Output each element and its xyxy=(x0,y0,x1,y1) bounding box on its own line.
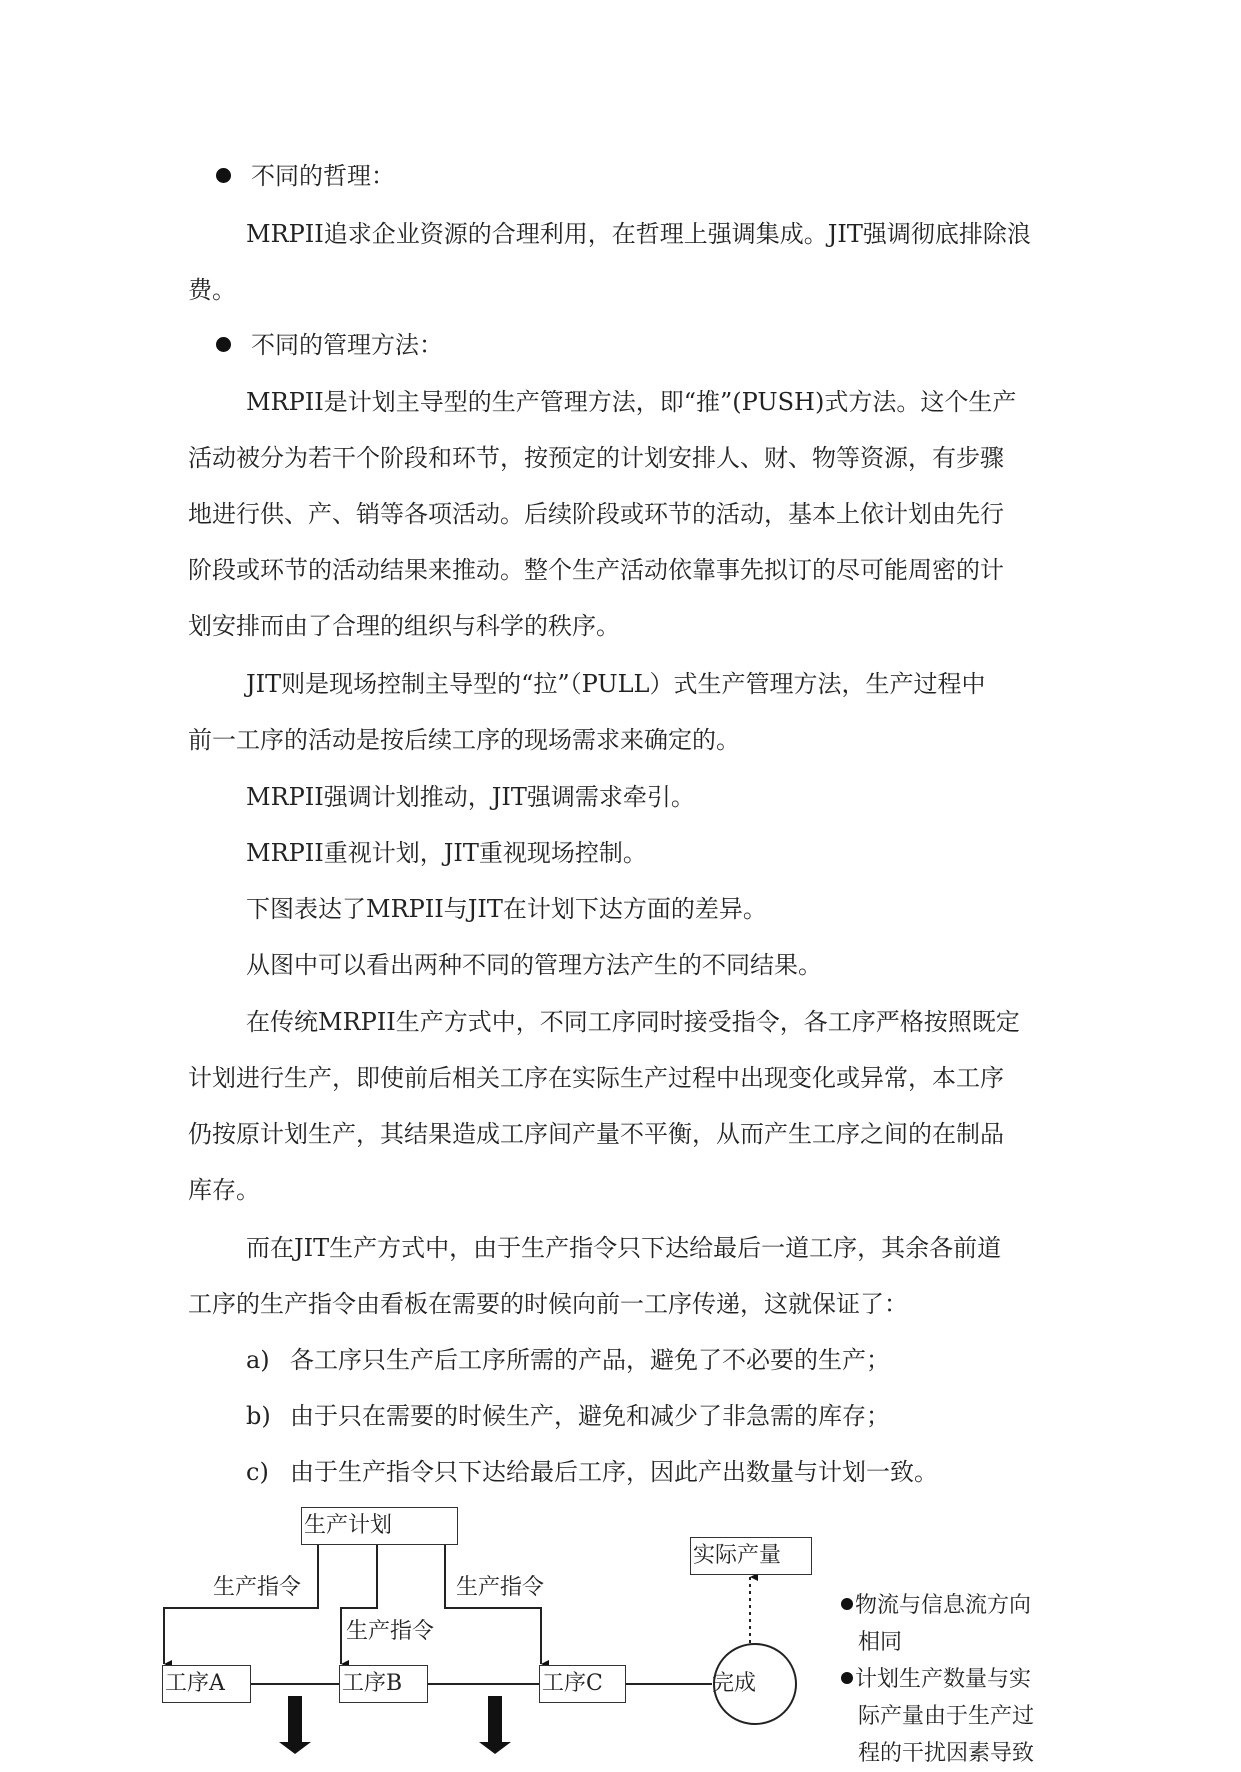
paragraph-line: 而在JIT生产方式中，由于生产指令只下达给最后一道工序，其余各前道 xyxy=(246,1234,1002,1262)
complete-label: 完成 xyxy=(712,1671,757,1696)
note-line: 际产量由于生产过 xyxy=(858,1704,1035,1729)
actual-output-box: 实际产量 xyxy=(690,1537,812,1575)
inventory-arrow-left xyxy=(288,1696,302,1746)
process-c-box: 工序C xyxy=(539,1665,626,1703)
paragraph-line: 从图中可以看出两种不同的管理方法产生的不同结果。 xyxy=(246,951,822,979)
instruction-label-left: 生产指令 xyxy=(213,1575,302,1600)
list-marker: c) xyxy=(246,1458,269,1486)
note-line: 物流与信息流方向 xyxy=(855,1593,1032,1618)
note-line: 程的干扰因素导致 xyxy=(858,1741,1035,1766)
instruction-line-right xyxy=(445,1544,541,1664)
philosophy-heading: 不同的哲理： xyxy=(251,162,395,190)
list-marker: a) xyxy=(246,1346,270,1374)
method-heading: 不同的管理方法： xyxy=(251,331,443,359)
instruction-line-left xyxy=(164,1544,318,1664)
paragraph-line: 库存。 xyxy=(188,1176,260,1204)
list-text: 由于生产指令只下达给最后工序，因此产出数量与计划一致。 xyxy=(290,1458,938,1486)
note-2 xyxy=(841,1661,1034,1772)
instruction-label-right: 生产指令 xyxy=(456,1575,545,1600)
paragraph-line: 前一工序的活动是按后续工序的现场需求来确定的。 xyxy=(188,726,740,754)
paragraph-line: JIT则是现场控制主导型的“拉”（PULL）式生产管理方法，生产过程中 xyxy=(246,670,986,698)
paragraph-line: 计划进行生产，即使前后相关工序在实际生产过程中出现变化或异常，本工序 xyxy=(188,1064,1004,1092)
process-a-box: 工序A xyxy=(162,1665,251,1703)
paragraph-line: MRPII重视计划，JIT重视现场控制。 xyxy=(246,839,647,867)
production-plan-box: 生产计划 xyxy=(301,1507,458,1545)
paragraph-line: 阶段或环节的活动结果来推动。整个生产活动依靠事先拟订的尽可能周密的计 xyxy=(188,556,1004,584)
paragraph-line: MRPII强调计划推动，JIT强调需求牵引。 xyxy=(246,783,695,811)
note-1 xyxy=(841,1587,1031,1661)
note-line: 相同 xyxy=(858,1630,903,1655)
note-bullet-icon xyxy=(841,1672,853,1684)
list-marker: b) xyxy=(246,1402,271,1430)
list-text: 由于只在需要的时候生产，避免和减少了非急需的库存； xyxy=(290,1402,890,1430)
paragraph-line: 费。 xyxy=(188,276,236,304)
paragraph-line: 地进行供、产、销等各项活动。后续阶段或环节的活动，基本上依计划由先行 xyxy=(188,500,1004,528)
paragraph-line: 划安排而由了合理的组织与科学的秩序。 xyxy=(188,612,620,640)
instruction-label-middle: 生产指令 xyxy=(346,1619,435,1644)
list-text: 各工序只生产后工序所需的产品，避免了不必要的生产； xyxy=(290,1346,890,1374)
process-b-box: 工序B xyxy=(339,1665,428,1703)
paragraph-line: 活动被分为若干个阶段和环节，按预定的计划安排人、财、物等资源，有步骤 xyxy=(188,444,1004,472)
paragraph-line: MRPII是计划主导型的生产管理方法，即“推”(PUSH)式方法。这个生产 xyxy=(246,388,1017,416)
note-bullet-icon xyxy=(841,1598,853,1610)
paragraph-line: MRPII追求企业资源的合理利用，在哲理上强调集成。JIT强调彻底排除浪 xyxy=(246,220,1031,248)
paragraph-line: 工序的生产指令由看板在需要的时候向前一工序传递，这就保证了： xyxy=(188,1290,908,1318)
inventory-arrow-right xyxy=(488,1696,502,1746)
paragraph-line: 在传统MRPII生产方式中，不同工序同时接受指令，各工序严格按照既定 xyxy=(246,1008,1020,1036)
paragraph-line: 下图表达了MRPII与JIT在计划下达方面的差异。 xyxy=(246,895,767,923)
paragraph-line: 仍按原计划生产，其结果造成工序间产量不平衡，从而产生工序之间的在制品 xyxy=(188,1120,1004,1148)
note-line: 计划生产数量与实 xyxy=(855,1667,1032,1692)
